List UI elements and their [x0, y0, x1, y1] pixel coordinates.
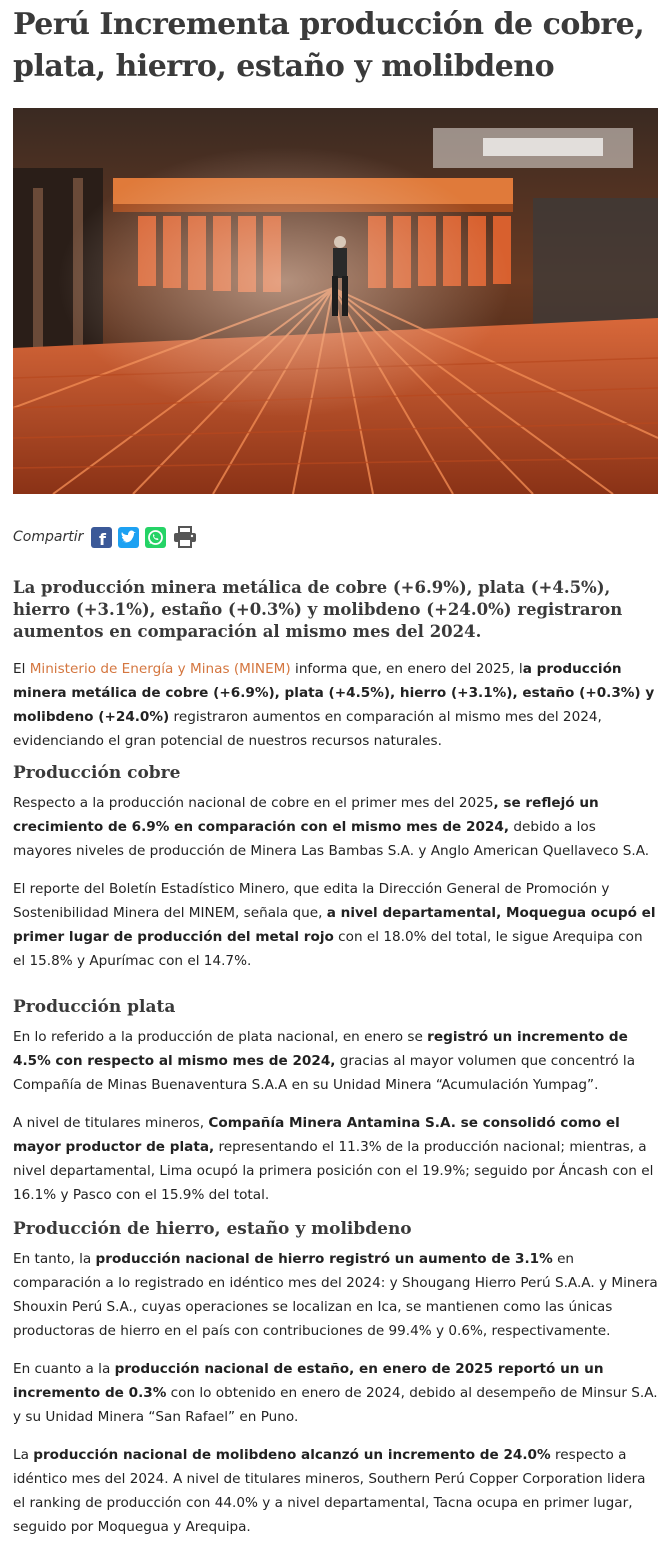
- section-heading-cobre: Producción cobre: [13, 763, 181, 783]
- plata-paragraph-1: En lo referido a la producción de plata nacional, en enero se registró un incremento de 4.5% con respecto al mismo mes de 2024, gracias al mayor volumen que concentró la Compañía de Minas Buenaventura S.A.A en su Unidad Minera “Acumulación Yumpag”.: [13, 1029, 636, 1093]
- svg-text:f: f: [99, 529, 107, 548]
- hierro-paragraph-1: En tanto, la producción nacional de hierro registró un aumento de 3.1% en comparación a lo registrado en idéntico mes del 2024: y Shougang Hierro Perú S.A.A. y Minera Shouxin Perú S.A., cuyas operaciones se localizan en Ica, se mantienen como las únicas productoras de hierro en el país con contribuciones de 99.4% y 0.6%, respectivamente.: [13, 1251, 658, 1339]
- print-icon[interactable]: [172, 527, 198, 548]
- whatsapp-icon[interactable]: [145, 527, 166, 548]
- molibdeno-paragraph: La producción nacional de molibdeno alcanzó un incremento de 24.0% respecto a idéntico mes del 2024. A nivel de titulares mineros, Southern Perú Copper Corporation lidera el ranking de producción con 44.0% y a nivel departamental, Tacna ocupa en primer lugar, seguido por Moquegua y Arequipa.: [13, 1447, 646, 1535]
- cobre-paragraph-1: Respecto a la producción nacional de cobre en el primer mes del 2025, se reflejó un crecimiento de 6.9% en comparación con el mismo mes de 2024, debido a los mayores niveles de producción de Minera Las Bambas S.A. y Anglo American Quellaveco S.A.: [13, 795, 650, 859]
- intro-paragraph: El Ministerio de Energía y Minas (MINEM) informa que, en enero del 2025, la producción minera metálica de cobre (+6.9%), plata (+4.5%), hierro (+3.1%), estaño (+0.3%) y molibdeno (+24.0%) registraron aumentos en comparación al mismo mes del 2024, evidenciando el gran potencial de nuestros recursos naturales.: [13, 661, 655, 749]
- share-label: Compartir: [13, 529, 84, 545]
- article-lead: La producción minera metálica de cobre (+6.9%), plata (+4.5%), hierro (+3.1%), estaño (+0.3%) y molibdeno (+24.0%) registraron aumentos en comparación al mismo mes del 2024.: [13, 578, 623, 641]
- page-title: Perú Incrementa producción de cobre, plata, hierro, estaño y molibdeno: [13, 7, 645, 84]
- facebook-icon[interactable]: [91, 527, 112, 548]
- hero-image: [13, 108, 658, 494]
- cobre-paragraph-2: El reporte del Boletín Estadístico Minero, que edita la Dirección General de Promoción y Sostenibilidad Minera del MINEM, señala que, a nivel departamental, Moquegua ocupó el primer lugar de producción del metal rojo con el 18.0% del total, le sigue Arequipa con el 15.8% y Apurímac con el 14.7%.: [13, 881, 656, 969]
- plata-paragraph-2: A nivel de titulares mineros, Compañía Minera Antamina S.A. se consolidó como el mayor productor de plata, representando el 11.3% de la producción nacional; mientras, a nivel departamental, Lima ocupó la primera posición con el 19.9%; seguido por Áncash con el 16.1% y Pasco con el 15.9% del total.: [13, 1115, 654, 1203]
- twitter-icon[interactable]: [118, 527, 139, 548]
- share-bar: [13, 522, 658, 552]
- minem-link[interactable]: Ministerio de Energía y Minas (MINEM): [29, 661, 291, 677]
- section-heading-hierro: Producción de hierro, estaño y molibdeno: [13, 1219, 412, 1239]
- estano-paragraph: En cuanto a la producción nacional de estaño, en enero de 2025 reportó un un incremento de 0.3% con lo obtenido en enero de 2024, debido al desempeño de Minsur S.A. y su Unidad Minera “San Rafael” en Puno.: [13, 1361, 658, 1425]
- section-heading-plata: Producción plata: [13, 997, 176, 1017]
